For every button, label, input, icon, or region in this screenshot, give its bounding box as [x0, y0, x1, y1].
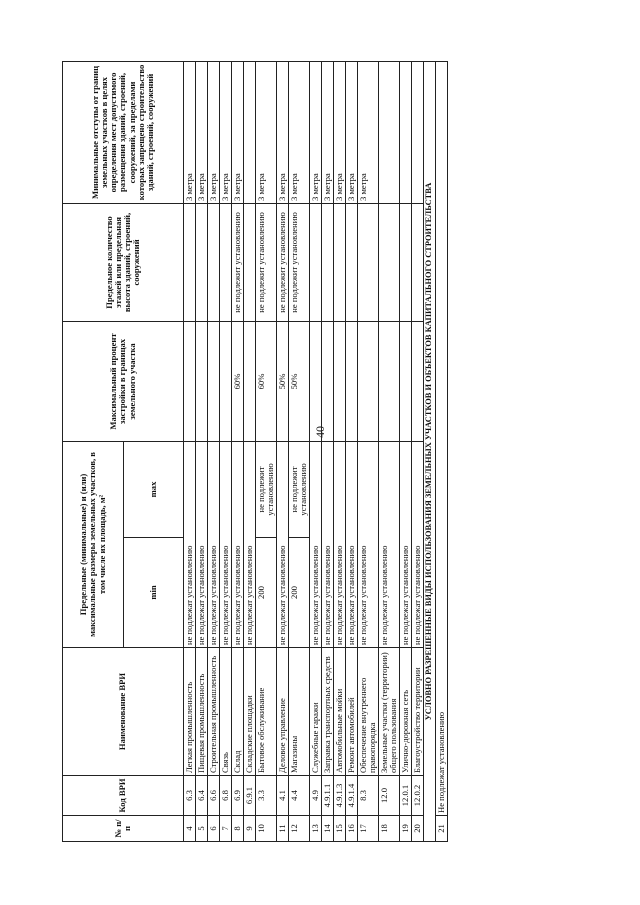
- row-setback: [400, 61, 412, 203]
- row-floors: [244, 203, 256, 321]
- row-num: 16: [346, 816, 358, 842]
- header-min: min: [124, 538, 184, 648]
- row-name: Связь: [220, 648, 232, 776]
- row-name: Пищевая промышленность: [196, 648, 208, 776]
- table-row: [412, 61, 424, 841]
- table-row: [346, 61, 358, 841]
- section-row: [424, 61, 436, 841]
- row-setback: 3 метра: [346, 61, 358, 203]
- row-min-max: не подлежат установлению: [346, 441, 358, 647]
- row-percent: 50%: [277, 321, 289, 441]
- row-min-max: не подлежат установлению: [277, 441, 289, 647]
- row-name: Складские площадки: [244, 648, 256, 776]
- row-percent: [244, 321, 256, 441]
- row-name: Бытовое обслуживание: [256, 648, 277, 776]
- header-floors: Предельное количество этажей или предельная высота зданий, строений, сооружений: [63, 203, 184, 321]
- row-num: 19: [400, 816, 412, 842]
- row-num: 17: [358, 816, 379, 842]
- row-num: 7: [220, 816, 232, 842]
- row-percent: [412, 321, 424, 441]
- row-name: Автомобильные мойки: [334, 648, 346, 776]
- row-code: 4.4: [289, 776, 310, 816]
- row-code: 8.3: [358, 776, 379, 816]
- row-percent: [196, 321, 208, 441]
- row-percent: [220, 321, 232, 441]
- row-floors: [412, 203, 424, 321]
- table-row: [244, 61, 256, 841]
- row-num: 13: [310, 816, 322, 842]
- table-row: [436, 61, 448, 841]
- row-floors: [322, 203, 334, 321]
- row-num: 20: [412, 816, 424, 842]
- row-code: 12.0.2: [412, 776, 424, 816]
- row-name: Легкая промышленность: [184, 648, 196, 776]
- row-min-max: не подлежат установлению: [412, 441, 424, 647]
- row-percent: [322, 321, 334, 441]
- row-floors: не подлежит установлению: [289, 203, 310, 321]
- row-setback: 3 метра: [322, 61, 334, 203]
- row-setback: 3 метра: [310, 61, 322, 203]
- page-number: 40: [313, 426, 327, 438]
- row-name: Благоустройство территории: [412, 648, 424, 776]
- regulations-table: [62, 61, 448, 842]
- row-floors: [310, 203, 322, 321]
- row-percent: [334, 321, 346, 441]
- row-code: 6.8: [220, 776, 232, 816]
- row-setback: 3 метра: [289, 61, 310, 203]
- row-code: 6.9.1: [244, 776, 256, 816]
- row-percent: [184, 321, 196, 441]
- table-row: [289, 61, 310, 841]
- row-min-max: не подлежат установлению: [220, 441, 232, 647]
- row-name: Земельные участки (территории) общего пользования: [379, 648, 400, 776]
- row-code: 12.0: [379, 776, 400, 816]
- header-max: max: [124, 441, 184, 537]
- row-min-max: не подлежат установлению: [400, 441, 412, 647]
- row-name: Ремонт автомобилей: [346, 648, 358, 776]
- row-percent: [400, 321, 412, 441]
- table-row: [208, 61, 220, 841]
- rotated-page: [62, 62, 582, 842]
- row-name: Строительная промышленность: [208, 648, 220, 776]
- row-num: 9: [244, 816, 256, 842]
- row-setback: [412, 61, 424, 203]
- row-setback: 3 метра: [334, 61, 346, 203]
- table-row: [334, 61, 346, 841]
- row-percent: [358, 321, 379, 441]
- row-min: 200: [256, 538, 277, 648]
- row-percent: [346, 321, 358, 441]
- table-row: [232, 61, 244, 841]
- row-max: не подлежит установлению: [289, 441, 310, 537]
- row-floors: [196, 203, 208, 321]
- row-floors: [379, 203, 400, 321]
- row-setback: 3 метра: [184, 61, 196, 203]
- row-min-max: не подлежат установлению: [208, 441, 220, 647]
- row-name: Склад: [232, 648, 244, 776]
- row-num: 15: [334, 816, 346, 842]
- row-percent: [379, 321, 400, 441]
- table-row: [277, 61, 289, 841]
- row-min-max: не подлежат установлению: [184, 441, 196, 647]
- row-num: 11: [277, 816, 289, 842]
- row-name: Заправка транспортных средств: [322, 648, 334, 776]
- row-code: 6.4: [196, 776, 208, 816]
- row-code: 6.3: [184, 776, 196, 816]
- header-num: № п/п: [63, 816, 184, 842]
- row-num: 18: [379, 816, 400, 842]
- row-floors: [184, 203, 196, 321]
- row-code: 4.9.1.3: [334, 776, 346, 816]
- row-name: Обеспечение внутреннего правопорядка: [358, 648, 379, 776]
- row-floors: [358, 203, 379, 321]
- row-num: 8: [232, 816, 244, 842]
- row-percent: [208, 321, 220, 441]
- row-setback: 3 метра: [196, 61, 208, 203]
- row-min-max: не подлежат установлению: [310, 441, 322, 647]
- row-min-max: не подлежат установлению: [196, 441, 208, 647]
- row-floors: не подлежит установлению: [277, 203, 289, 321]
- row-name: Магазины: [289, 648, 310, 776]
- row-num: 12: [289, 816, 310, 842]
- table-row: [220, 61, 232, 841]
- row-percent: 60%: [256, 321, 277, 441]
- row-percent: 50%: [289, 321, 310, 441]
- row-text: Не подлежат установлению: [436, 61, 448, 815]
- row-num: 10: [256, 816, 277, 842]
- row-setback: [379, 61, 400, 203]
- header-name: Наименование ВРИ: [63, 648, 184, 776]
- row-percent: [310, 321, 322, 441]
- header-setback: Минимальные отступы от границ земельных участков в целях определения мест допустимого размещения зданий, строений, сооружений, за пределами которых запрещено строительство зданий, строений, сооружений: [63, 61, 184, 203]
- row-setback: 3 метра: [256, 61, 277, 203]
- row-num: 14: [322, 816, 334, 842]
- row-num: 6: [208, 816, 220, 842]
- row-min-max: не подлежат установлению: [334, 441, 346, 647]
- table-row: [400, 61, 412, 841]
- table-row: [358, 61, 379, 841]
- row-floors: [334, 203, 346, 321]
- row-floors: не подлежит установлению: [256, 203, 277, 321]
- row-code: 6.9: [232, 776, 244, 816]
- row-name: Улично-дорожная сеть: [400, 648, 412, 776]
- table-row: [196, 61, 208, 841]
- row-setback: [244, 61, 256, 203]
- row-floors: [220, 203, 232, 321]
- row-code: 4.1: [277, 776, 289, 816]
- row-num: 21: [436, 816, 448, 842]
- row-floors: [208, 203, 220, 321]
- row-min-max: не подлежат установлению: [244, 441, 256, 647]
- header-percent: Максимальный процент застройки в границах земельного участка: [63, 321, 184, 441]
- row-min-max: не подлежат установлению: [322, 441, 334, 647]
- table-row: [256, 61, 277, 841]
- header-area: Предельные (минимальные) и (или) максимальные размеры земельных участков, в том числе их площадь, м²: [63, 441, 124, 647]
- header-code: Код ВРИ: [63, 776, 184, 816]
- row-floors: не подлежит установлению: [232, 203, 244, 321]
- row-setback: 3 метра: [358, 61, 379, 203]
- row-name: Служебные гаражи: [310, 648, 322, 776]
- row-setback: 3 метра: [232, 61, 244, 203]
- table-body: [184, 61, 448, 841]
- table-row: [310, 61, 322, 841]
- row-floors: [400, 203, 412, 321]
- row-code: 4.9.1.4: [346, 776, 358, 816]
- row-min: 200: [289, 538, 310, 648]
- row-code: 4.9.1.1: [322, 776, 334, 816]
- row-floors: [346, 203, 358, 321]
- section-title: УСЛОВНО РАЗРЕШЕННЫЕ ВИДЫ ИСПОЛЬЗОВАНИЯ ЗЕМЕЛЬНЫХ УЧАСТКОВ И ОБЪЕКТОВ КАПИТАЛЬНОГО СТРОИТЕЛЬСТВА: [424, 61, 436, 841]
- row-code: 4.9: [310, 776, 322, 816]
- row-max: не подлежит установлению: [256, 441, 277, 537]
- row-code: 6.6: [208, 776, 220, 816]
- row-setback: 3 метра: [277, 61, 289, 203]
- row-setback: 3 метра: [220, 61, 232, 203]
- row-min-max: не подлежат установлению: [232, 441, 244, 647]
- table-row: [184, 61, 196, 841]
- row-code: 3.3: [256, 776, 277, 816]
- row-percent: 60%: [232, 321, 244, 441]
- table-row: [322, 61, 334, 841]
- row-num: 4: [184, 816, 196, 842]
- row-code: 12.0.1: [400, 776, 412, 816]
- row-num: 5: [196, 816, 208, 842]
- row-min-max: не подлежат установлению: [379, 441, 400, 647]
- table-row: [379, 61, 400, 841]
- row-min-max: не подлежат установлению: [358, 441, 379, 647]
- row-name: Деловое управление: [277, 648, 289, 776]
- row-setback: 3 метра: [208, 61, 220, 203]
